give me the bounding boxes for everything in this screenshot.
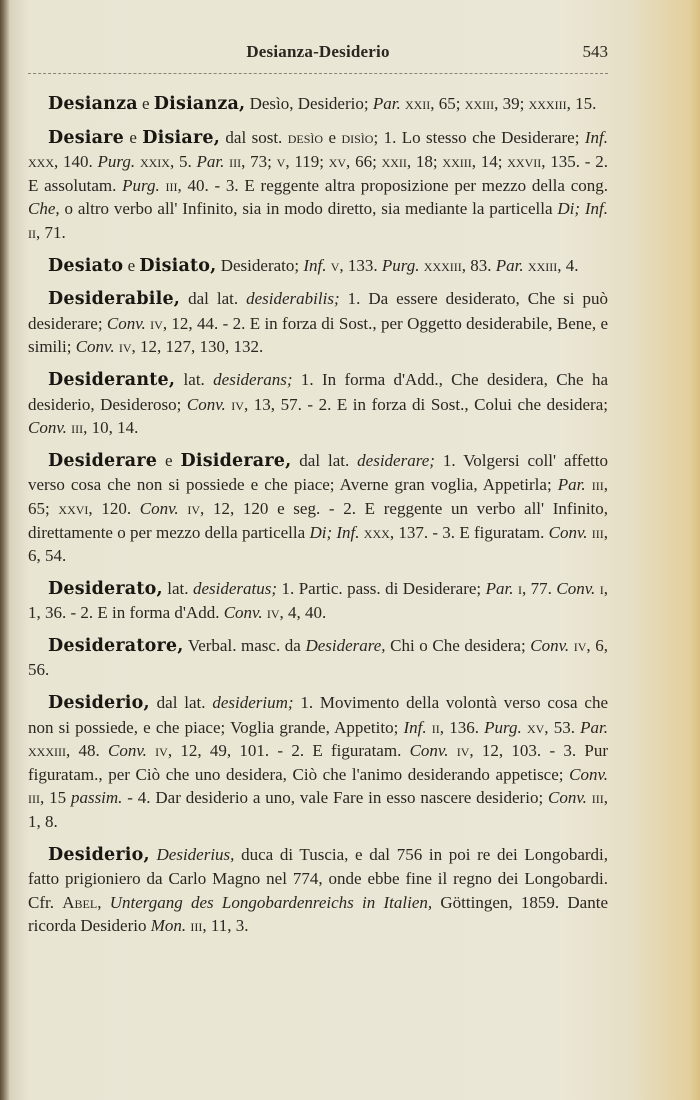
small-caps-text: xxvii <box>507 152 542 172</box>
text: 1. Movimento della volontà verso cosa che non si possiede, e che piace; Voglia grande, Appetito; <box>28 693 609 737</box>
text: , 13, 57. - 2. E in forza di Sost., Colui che desidera; <box>243 394 608 414</box>
text: 1. In forma d'Add., Che desidera, Che ha desiderio, Desideroso; <box>28 369 608 414</box>
text: - 4. Dar desiderio a uno, vale Fare in esso nascere desiderio; <box>122 788 549 808</box>
text <box>150 845 157 864</box>
small-caps-text: xv <box>328 152 347 172</box>
text: , 65; <box>430 94 465 113</box>
text: , 136. <box>439 717 485 737</box>
dictionary-entry <box>28 254 608 279</box>
italic-text: Che, <box>28 199 60 219</box>
headword: Desiderante, <box>48 369 176 390</box>
text: , 12, 103. - 3. Pur figuratam., per Ciò che uno desidera, Ciò che l'animo desiderando appetisce; <box>28 741 609 784</box>
page-number: 543 <box>582 42 608 61</box>
small-caps-text: xxx <box>359 522 390 542</box>
text: e <box>137 94 154 113</box>
headword: Desiderato, <box>48 578 163 599</box>
italic-text: Purg. <box>122 175 160 195</box>
small-caps-text: iv <box>146 741 168 761</box>
small-caps-text: iv <box>114 337 132 357</box>
text: dal sost. <box>220 127 288 147</box>
italic-text: desideratus; <box>192 578 278 598</box>
text: , 5. <box>169 152 197 172</box>
dictionary-entry <box>28 126 608 245</box>
small-caps-text: iv <box>569 635 587 655</box>
running-header <box>28 42 608 66</box>
small-caps-text: xxxiii <box>528 94 567 113</box>
italic-text: Conv. <box>548 522 588 542</box>
text: Desiderato; <box>216 255 304 275</box>
small-caps-text: iv <box>145 313 163 333</box>
italic-text: Conv. <box>28 418 67 438</box>
italic-text: desiderium; <box>212 693 294 713</box>
text: , 133. <box>339 255 382 275</box>
italic-text: Desiderius, <box>156 844 235 864</box>
italic-text: Inf. <box>403 717 427 737</box>
text: e <box>123 127 143 147</box>
text: dal lat. <box>180 289 247 309</box>
dictionary-entry <box>28 449 608 568</box>
small-caps-text: xv <box>521 717 545 737</box>
text: 1. Volgersi coll' affetto verso cosa che non si possiede e che piace; Averne gran voglia, Appetirla; <box>28 450 609 495</box>
text: , 66; <box>346 152 382 172</box>
text: Chi o Che desidera; <box>385 635 531 655</box>
small-caps-text: v <box>326 255 340 275</box>
italic-text: Mon. <box>150 916 187 936</box>
small-caps-text: disìo <box>341 127 374 147</box>
text: Göttingen, 1859. Dante ricorda Desiderio <box>28 892 608 936</box>
small-caps-text: iii <box>186 916 203 936</box>
italic-text: Purg. <box>381 255 420 275</box>
headword: Disiare, <box>142 127 220 148</box>
small-caps-text: Abel <box>62 892 98 912</box>
text: , 73; <box>241 152 277 172</box>
text: , 135. - 2. E assolutam. <box>28 152 608 195</box>
italic-text: Par. <box>495 255 524 275</box>
small-caps-text: iii <box>586 788 604 808</box>
italic-text: Di; Inf. <box>557 199 609 219</box>
text: 1. Partic. pass. di Desiderare; <box>277 578 486 598</box>
headword: Desiderabile, <box>48 289 181 310</box>
italic-text: desiderare; <box>357 450 435 470</box>
italic-text: passim. <box>70 788 123 808</box>
small-caps-text: xxvi <box>58 498 89 518</box>
header-rule <box>28 73 608 74</box>
italic-text: Untergang des Longobardenreichs in Italien, <box>109 892 433 912</box>
italic-text: Purg. <box>97 152 136 172</box>
italic-text: Conv. <box>75 337 115 357</box>
text: e <box>157 450 181 470</box>
text: , 39; <box>494 94 529 113</box>
text: , 15. <box>566 94 597 113</box>
dictionary-entry <box>28 287 608 359</box>
text: dal lat. <box>149 693 213 713</box>
text: lat. <box>162 578 193 598</box>
text: , 6, 54. <box>28 522 608 566</box>
dictionary-entry <box>28 634 608 682</box>
text: , 12, 127, 130, 132. <box>131 337 264 357</box>
text: , 12, 44. - 2. E in forza di Sost., per Oggetto desiderabile, Bene, e simili; <box>28 313 608 357</box>
italic-text: Conv. <box>548 788 587 808</box>
small-caps-text: iv <box>225 394 244 414</box>
small-caps-text: xxx <box>28 152 54 172</box>
small-caps-text: iii <box>587 522 604 542</box>
text: , 1, 36. - 2. E in forma d'Add. <box>28 578 608 623</box>
italic-text: desiderabilis; <box>246 289 340 309</box>
headword: Desiderio, <box>48 844 150 865</box>
headword: Desideratore, <box>48 635 184 656</box>
text: Desìo, Desiderio; <box>245 94 373 113</box>
small-caps-text: iii <box>585 475 604 495</box>
dictionary-entries <box>28 92 608 947</box>
small-caps-text: xxii <box>400 94 431 113</box>
italic-text: Conv. <box>556 578 596 598</box>
small-caps-text: xxix <box>135 152 170 172</box>
headword: Desiderio, <box>48 693 150 714</box>
small-caps-text: ii <box>426 717 440 737</box>
small-caps-text: xxxiii <box>419 255 462 275</box>
text: e <box>323 127 342 147</box>
italic-text: Par. <box>196 152 225 172</box>
text: , 12, 120 e seg. - 2. E reggente un verbo all' Infinito, direttamente o per mezzo della particella <box>28 498 609 542</box>
italic-text: Par. <box>580 717 609 737</box>
small-caps-text: iii <box>28 788 40 808</box>
small-caps-text: iv <box>448 741 470 761</box>
text: , 71. <box>36 222 66 242</box>
text: , 15 <box>40 788 71 808</box>
text: , 77. <box>521 578 557 598</box>
text: , 48. <box>66 741 109 761</box>
italic-text: Conv. <box>108 741 147 761</box>
text: , 120. <box>88 498 140 518</box>
text: Verbal. masc. da <box>183 635 306 655</box>
text: , 40. - 3. E reggente altra proposizione per mezzo della cong. <box>177 175 608 195</box>
italic-text: Conv. <box>409 741 449 761</box>
text: dal lat. <box>291 450 358 470</box>
dictionary-entry <box>28 691 608 834</box>
italic-text: Di; Inf. <box>309 522 360 542</box>
text: , 10, 14. <box>83 418 139 438</box>
text: o altro verbo all' Infinito, sia in modo diretto, sia mediante la particella <box>59 199 558 219</box>
small-caps-text: iv <box>262 603 280 623</box>
small-caps-text: i <box>513 578 522 598</box>
small-caps-text: xxxiii <box>28 741 66 761</box>
text: duca di Tuscia, e dal 756 in poi re dei Longobardi, fatto prigioniero da Carlo Magno nel 774, onde ebbe fine il regno dei Longobardi. Cfr. <box>28 844 608 912</box>
text: , 14; <box>471 152 508 172</box>
headword: Disiato, <box>139 255 217 276</box>
italic-text: Inf. <box>584 127 608 147</box>
italic-text: Conv. <box>139 498 179 518</box>
text: , 137. - 3. E figuratam. <box>389 522 549 542</box>
small-caps-text: iii <box>66 418 84 438</box>
text: 1. Da essere desiderato, Che si può desiderare; <box>28 289 608 333</box>
small-caps-text: xxii <box>381 152 407 172</box>
text: , 1, 8. <box>28 788 608 832</box>
text: , <box>97 892 110 912</box>
dictionary-entry <box>28 843 608 938</box>
small-caps-text: iii <box>159 175 178 195</box>
italic-text: Conv. <box>569 764 608 784</box>
headword: Disiderare, <box>180 450 292 471</box>
text: ; 1. Lo stesso che Desiderare; <box>373 127 585 147</box>
small-caps-text: ii <box>28 222 36 242</box>
text: , 12, 49, 101. - 2. E figuratam. <box>167 741 410 761</box>
text: e <box>123 255 140 275</box>
small-caps-text: iv <box>178 498 201 518</box>
text: , 6, 56. <box>28 635 608 680</box>
dictionary-entry <box>28 577 608 625</box>
text: lat. <box>175 369 214 389</box>
small-caps-text: v <box>276 152 286 172</box>
text: , 83. <box>461 255 496 275</box>
small-caps-text: xxiii <box>464 94 495 113</box>
text: , 53. <box>544 717 581 737</box>
italic-text: Par. <box>557 475 586 495</box>
headword: Desianza <box>48 94 138 114</box>
italic-text: Conv. <box>223 603 263 623</box>
italic-text: Conv. <box>530 635 570 655</box>
italic-text: desiderans; <box>213 369 293 389</box>
small-caps-text: iii <box>224 152 242 172</box>
text: , 65; <box>28 475 608 518</box>
italic-text: Conv. <box>186 394 226 414</box>
text: , 4, 40. <box>279 603 327 623</box>
dictionary-entry <box>28 368 608 440</box>
headword: Desiato <box>48 255 124 276</box>
italic-text: Par. <box>485 578 514 598</box>
text: , 119; <box>285 152 329 172</box>
dictionary-entry <box>28 92 608 117</box>
italic-text: Conv. <box>106 313 146 333</box>
italic-text: Inf. <box>303 255 327 275</box>
small-caps-text: xxiii <box>523 255 558 275</box>
text: , 4. <box>557 255 579 275</box>
headword: Desiare <box>48 127 124 148</box>
text: , 140. <box>54 152 98 172</box>
italic-text: Par. <box>372 94 401 113</box>
running-title: Desianza-Desiderio <box>246 42 390 61</box>
small-caps-text: desìo <box>287 127 324 147</box>
small-caps-text: xxiii <box>442 152 472 172</box>
small-caps-text: i <box>595 578 604 598</box>
headword: Disianza, <box>153 94 246 114</box>
italic-text: Desiderare, <box>305 635 386 655</box>
text: , 11, 3. <box>202 916 249 936</box>
headword: Desiderare <box>48 450 158 471</box>
text: , 18; <box>406 152 443 172</box>
italic-text: Purg. <box>484 717 522 737</box>
